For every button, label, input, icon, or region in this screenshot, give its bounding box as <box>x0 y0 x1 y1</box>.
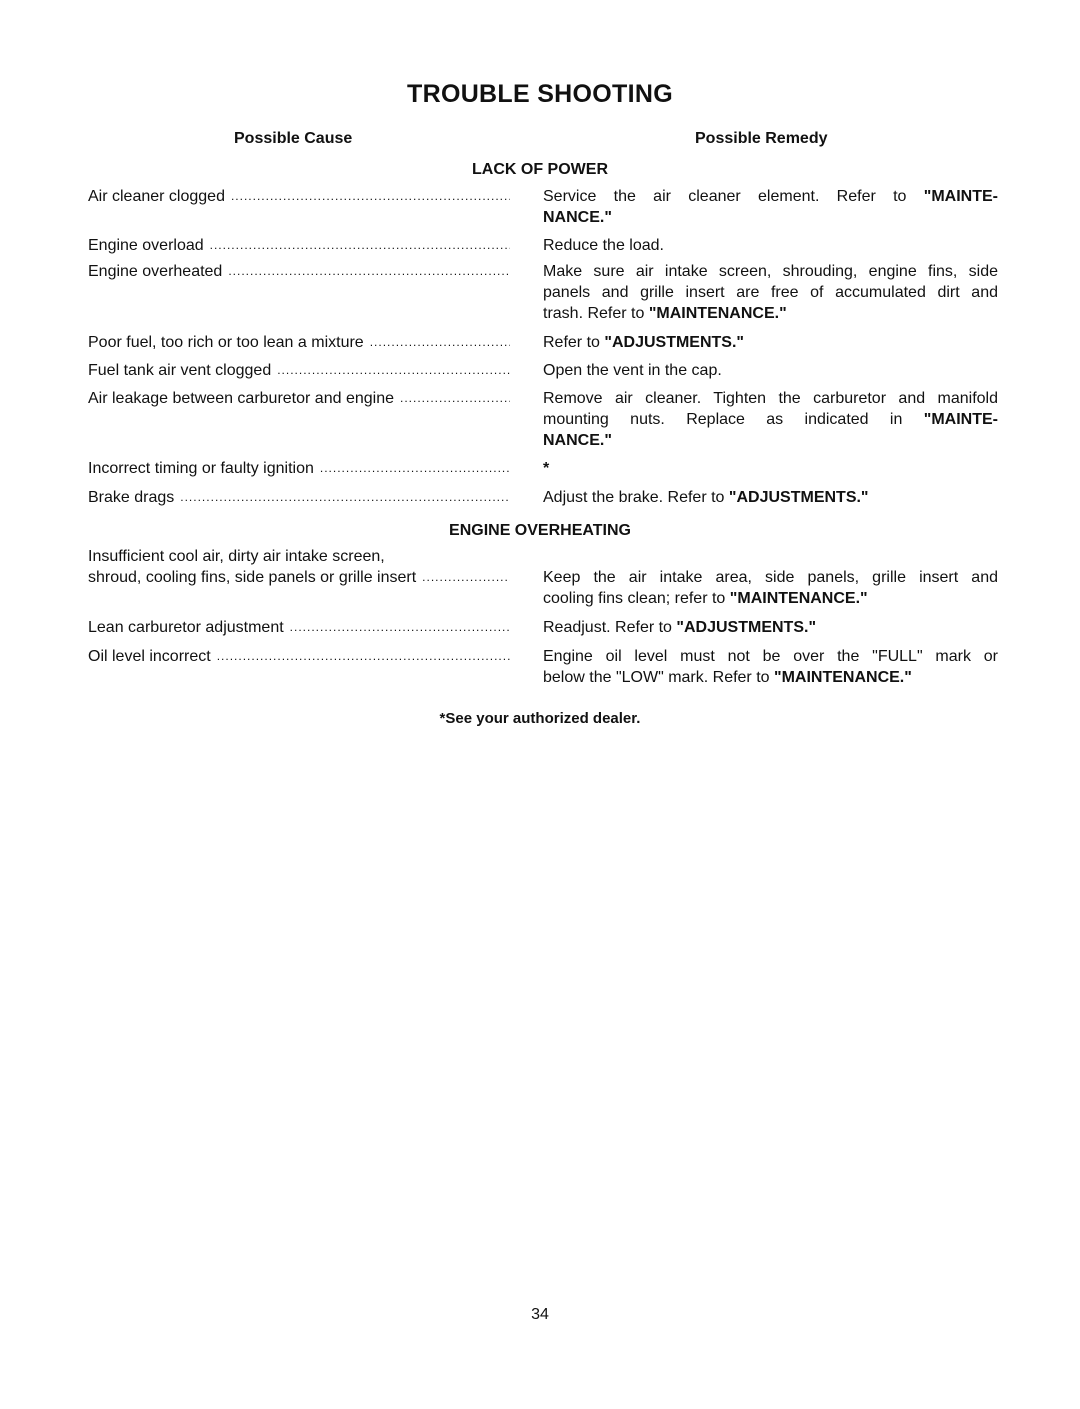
cause-text: Engine overload <box>88 237 204 254</box>
header-possible-remedy: Possible Remedy <box>695 130 828 147</box>
cause-text: Air cleaner clogged <box>88 188 225 205</box>
dot-leader <box>290 617 510 638</box>
dot-leader <box>180 487 510 508</box>
remedy-reference: "ADJUSTMENTS." <box>676 619 817 636</box>
remedy-reference: "MAINTE- <box>923 411 998 428</box>
possible-cause <box>88 487 510 508</box>
page-number: 34 <box>531 1306 549 1323</box>
remedy-reference: NANCE." <box>543 432 612 449</box>
possible-cause <box>88 235 510 256</box>
possible-remedy <box>543 332 998 353</box>
possible-cause <box>88 360 510 381</box>
possible-cause <box>88 617 510 638</box>
remedy-text: Make sure air intake screen, shrouding, engine fins, side <box>543 263 998 280</box>
dot-leader <box>231 186 510 207</box>
possible-remedy <box>543 388 998 451</box>
footnote: *See your authorized dealer. <box>439 710 641 727</box>
possible-cause <box>88 261 510 282</box>
possible-cause <box>88 546 510 588</box>
remedy-text: Refer to <box>543 334 600 351</box>
section-heading: ENGINE OVERHEATING <box>449 522 631 539</box>
cause-text: Fuel tank air vent clogged <box>88 362 272 379</box>
possible-cause <box>88 186 510 207</box>
remedy-text: cooling fins clean; refer to <box>543 590 726 607</box>
possible-cause <box>88 646 510 667</box>
remedy-text: Keep the air intake area, side panels, grille insert and <box>543 569 998 586</box>
cause-text: Oil level incorrect <box>88 648 211 665</box>
remedy-text: Open the vent in the cap. <box>543 362 722 379</box>
remedy-reference: * <box>543 460 550 477</box>
cause-text: Air leakage between carburetor and engine <box>88 390 394 407</box>
possible-remedy <box>543 235 998 256</box>
remedy-text: Engine oil level must not be over the "FULL" mark or <box>543 648 998 665</box>
remedy-text: Reduce the load. <box>543 237 664 254</box>
possible-remedy <box>543 186 998 228</box>
remedy-reference: "MAINTE- <box>923 188 998 205</box>
possible-remedy <box>543 261 998 324</box>
remedy-reference: "MAINTENANCE." <box>648 305 787 322</box>
possible-remedy <box>543 617 998 638</box>
remedy-reference: "MAINTENANCE." <box>774 669 912 686</box>
header-possible-cause: Possible Cause <box>234 130 353 147</box>
remedy-reference: "MAINTENANCE." <box>729 590 868 607</box>
dot-leader <box>320 458 510 479</box>
dot-leader <box>210 235 510 256</box>
possible-remedy <box>543 646 998 688</box>
remedy-reference: NANCE." <box>543 209 612 226</box>
remedy-text: mounting nuts. Replace as indicated in <box>543 411 903 428</box>
possible-remedy <box>543 458 998 479</box>
remedy-reference: "ADJUSTMENTS." <box>728 489 869 506</box>
cause-text: shroud, cooling fins, side panels or grille insert <box>88 569 417 586</box>
dot-leader <box>277 360 510 381</box>
cause-text: Engine overheated <box>88 263 223 280</box>
remedy-text: Adjust the brake. Refer to <box>543 489 725 506</box>
cause-text: Lean carburetor adjustment <box>88 619 284 636</box>
cause-text: Incorrect timing or faulty ignition <box>88 460 314 477</box>
possible-cause <box>88 388 510 409</box>
remedy-text: below the "LOW" mark. Refer to <box>543 669 770 686</box>
page-title: TROUBLE SHOOTING <box>407 80 673 108</box>
possible-cause <box>88 458 510 479</box>
dot-leader <box>370 332 510 353</box>
dot-leader <box>400 388 510 409</box>
cause-text: Insufficient cool air, dirty air intake screen, <box>88 548 385 565</box>
remedy-text: panels and grille insert are free of accumulated dirt and <box>543 284 998 301</box>
remedy-text: Readjust. Refer to <box>543 619 672 636</box>
dot-leader <box>217 646 510 667</box>
cause-text: Poor fuel, too rich or too lean a mixture <box>88 334 364 351</box>
possible-remedy <box>543 567 998 609</box>
dot-leader <box>228 261 510 282</box>
remedy-text: Service the air cleaner element. Refer to <box>543 188 907 205</box>
cause-text: Brake drags <box>88 489 175 506</box>
possible-remedy <box>543 487 998 508</box>
possible-cause <box>88 332 510 353</box>
possible-remedy <box>543 360 998 381</box>
section-heading: LACK OF POWER <box>472 161 608 178</box>
dot-leader <box>422 567 510 588</box>
remedy-text: trash. Refer to <box>543 305 645 322</box>
remedy-reference: "ADJUSTMENTS." <box>604 334 744 351</box>
remedy-text: Remove air cleaner. Tighten the carburetor and manifold <box>543 390 998 407</box>
